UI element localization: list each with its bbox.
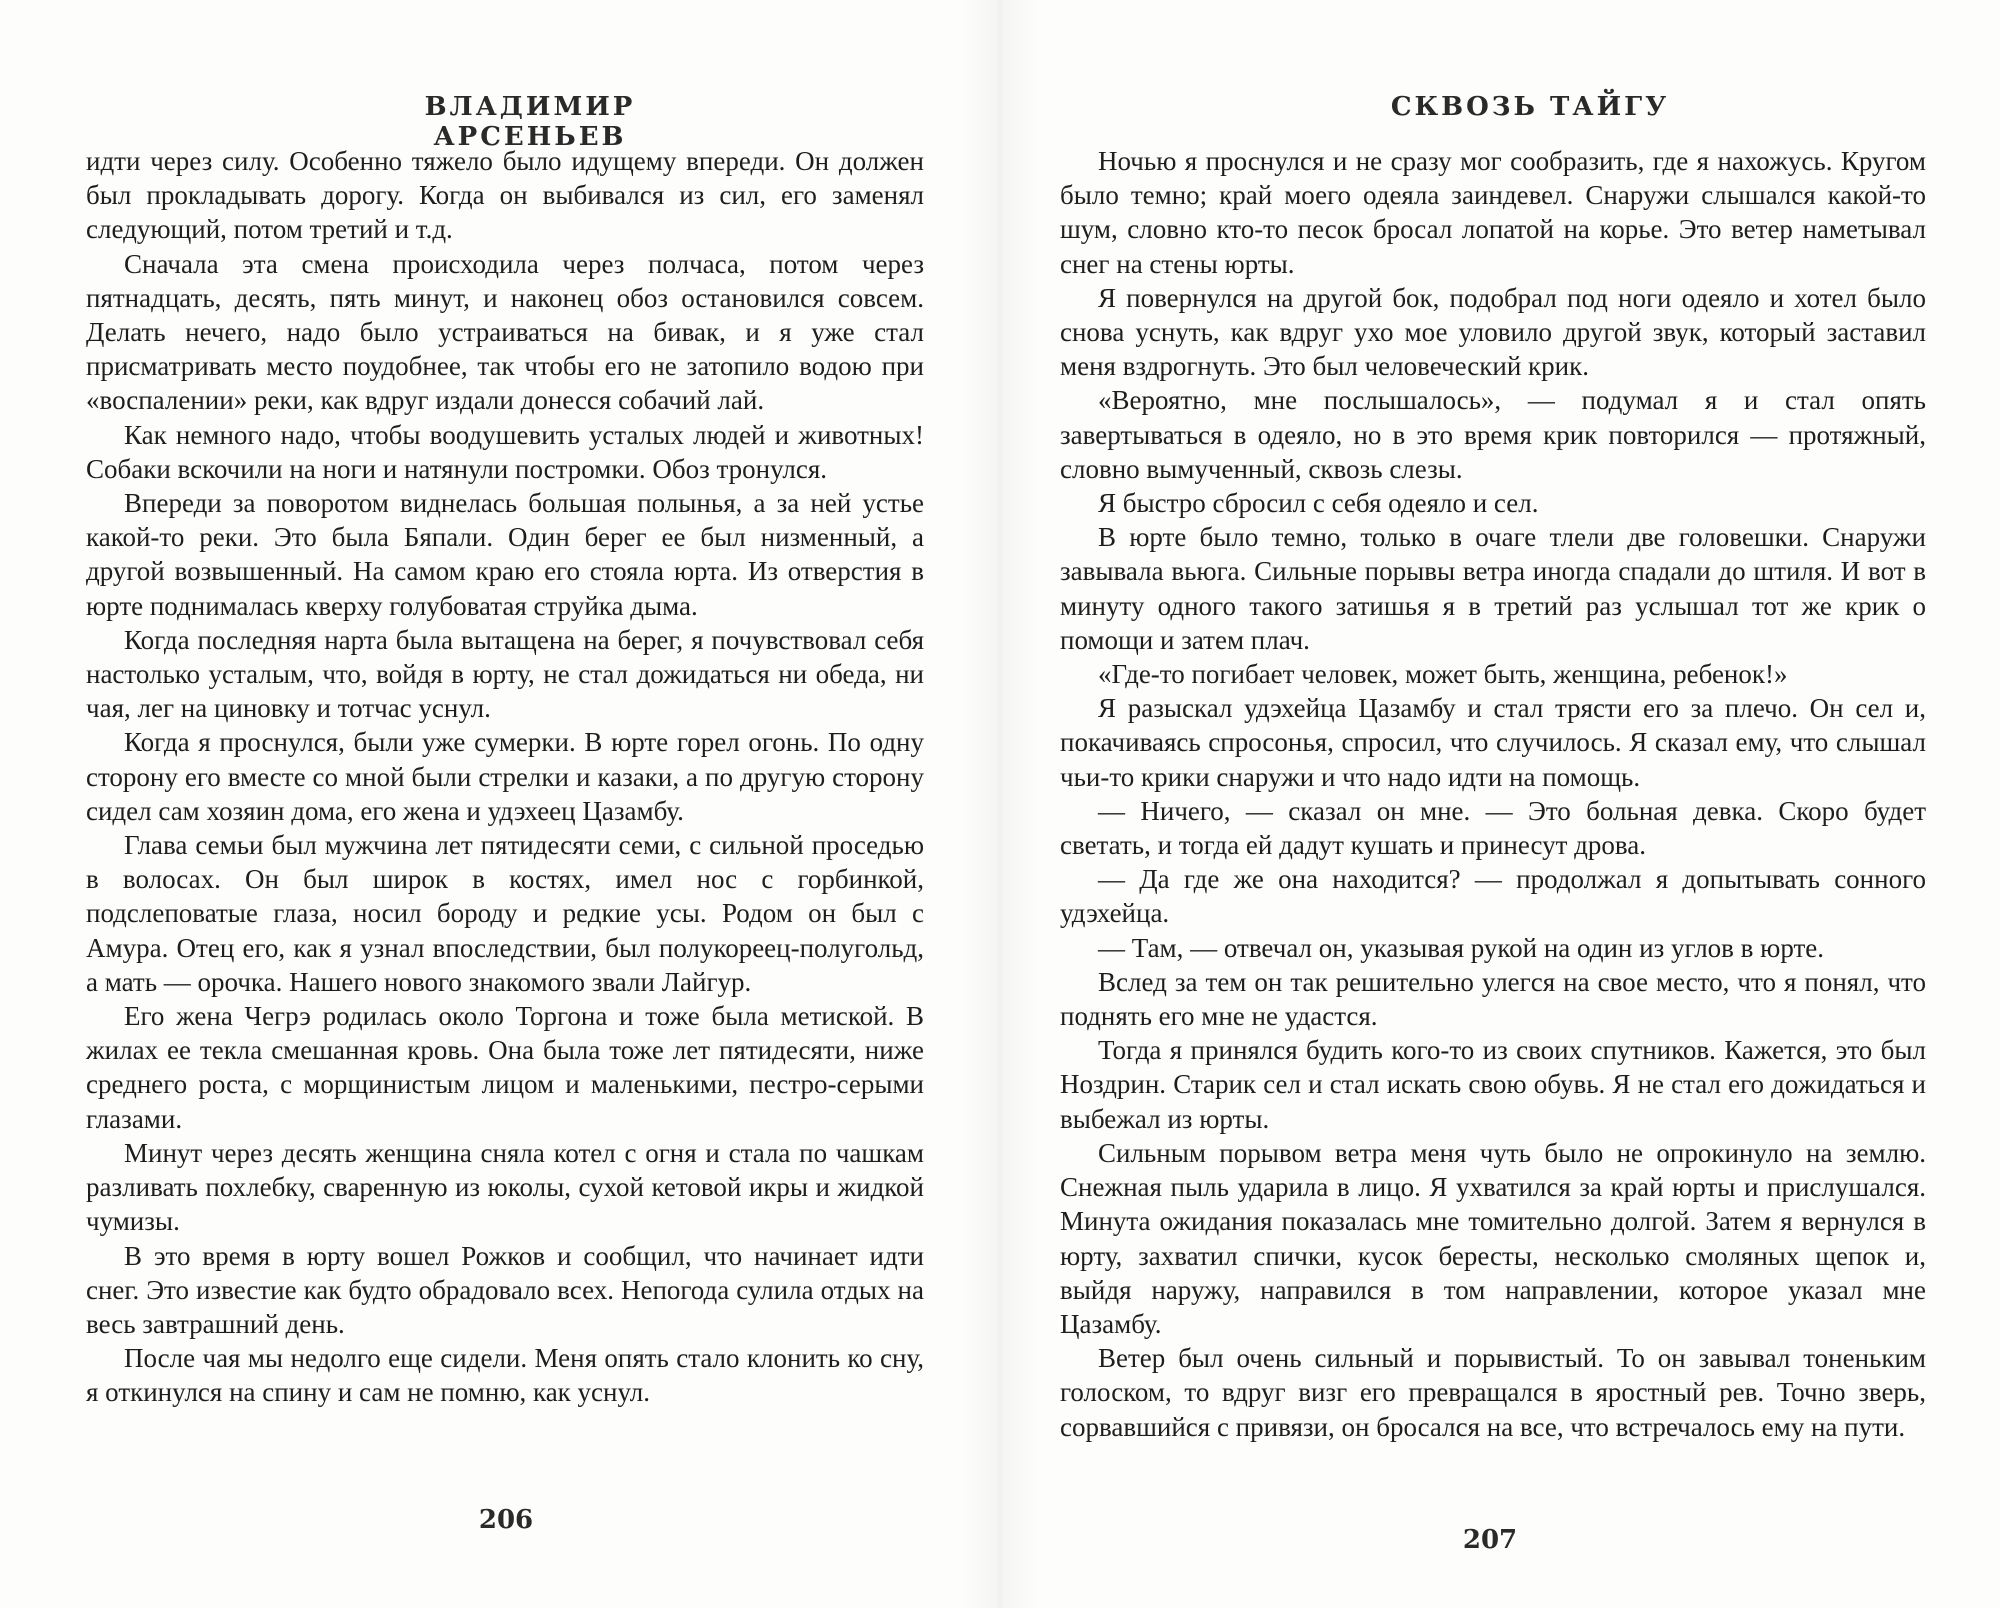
paragraph: В это время в юрту вошел Рожков и сообщил, что начинает идти снег. Это известие как будто обрадовало всех. Непогода сулила отдых на весь завтрашний день.: [86, 1240, 924, 1339]
paragraph: После чая мы недолго еще сидели. Меня опять стало клонить ко сну, я откинулся на спину и сам не помню, как уснул.: [86, 1343, 924, 1408]
paragraph: Вслед за тем он так решительно улегся на свое место, что я понял, что поднять его мне не удастся.: [1060, 966, 1926, 1032]
paragraph: Ветер был очень сильный и порывистый. То он завывал тоненьким голоском, то вдруг визг его превращался в яростный рев. Точно зверь, сорвавшийся с привязи, он бросался на все, что встречалось ему на пути.: [1060, 1343, 1926, 1442]
right-page: [1000, 0, 2000, 1608]
left-page-number: 206: [478, 1505, 534, 1535]
paragraph: Глава семьи был мужчина лет пятидесяти семи, с сильной проседью в волосах. Он был широк в костях, имел нос с горбинкой, подслеповатые глаза, носил бороду и редкие усы. Родом он был с Амура. Отец его, как я узнал впоследствии, был полукореец-полугольд, а мать — орочка. Нашего нового знакомого звали Лайгур.: [86, 830, 924, 997]
paragraph: — Да где же она находится? — продолжал я допытывать сонного удэхейца.: [1060, 864, 1926, 929]
paragraph: — Ничего, — сказал он мне. — Это больная девка. Скоро будет светать, и тогда ей дадут кушать и принесут дрова.: [1060, 795, 1926, 861]
paragraph: — Там, — отвечал он, указывая рукой на один из углов в юрте.: [1098, 932, 1825, 963]
paragraph: Впереди за поворотом виднелась большая полынья, а за ней устье какой-то реки. Это была Бяпали. Один берег ее был низменный, а другой возвышенный. На самом краю его стояла юрта. Из отверстия в юрте поднималась кверху голубоватая струйка дыма.: [86, 488, 924, 621]
paragraph: Когда я проснулся, были уже сумерки. В юрте горел огонь. По одну сторону его вместе со мной были стрелки и казаки, а по другую сторону сидел сам хозяин дома, его жена и удэхеец Цазамбу.: [86, 727, 924, 826]
paragraph: Ночью я проснулся и не сразу мог сообразить, где я нахожусь. Кругом было темно; край моего одеяла заиндевел. Снаружи слышался какой-то шум, словно кто-то песок бросал лопатой на корье. Это ветер наметывал снег на стены юрты.: [1060, 146, 1926, 279]
paragraph: «Вероятно, мне послышалось», — подумал я и стал опять завертываться в одеяло, но в это время крик повторился — протяжный, словно вымученный, сквозь слезы.: [1060, 385, 1926, 484]
paragraph: Его жена Чегрэ родилась около Торгона и тоже была метиской. В жилах ее текла смешанная кровь. Она была тоже лет пятидесяти, ниже среднего роста, с морщинистым лицом и маленькими, пестро-серыми глазами.: [86, 1001, 924, 1134]
paragraph: В юрте было темно, только в очаге тлели две головешки. Снаружи завывала вьюга. Сильные порывы ветра иногда спадали до штиля. И вот в минуту одного такого затишья я в третий раз услышал тот же крик о помощи и затем плач.: [1060, 522, 1926, 655]
paragraph: идти через силу. Особенно тяжело было идущему впереди. Он должен был прокладывать дорогу. Когда он выбивался из сил, его заменял следующий, потом третий и т.д.: [86, 146, 924, 245]
right-running-head: СКВОЗЬ ТАЙГУ: [1390, 92, 1670, 122]
paragraph: Я разыскал удэхейца Цазамбу и стал трясти его за плечо. Он сел и, покачиваясь спросонья, спросил, что случилось. Я сказал ему, что слышал чьи-то крики снаружи и что надо идти на помощь.: [1060, 693, 1926, 792]
paragraph: Как немного надо, чтобы воодушевить усталых людей и животных! Собаки вскочили на ноги и натянули постромки. Обоз тронулся.: [86, 419, 924, 484]
paragraph: Тогда я принялся будить кого-то из своих спутников. Кажется, это был Ноздрин. Старик сел и стал искать свою обувь. Я не стал его дожидаться и выбежал из юрты.: [1060, 1035, 1926, 1134]
right-page-text: [1060, 144, 1926, 1444]
paragraph: Минут через десять женщина сняла котел с огня и стала по чашкам разливать похлебку, сваренную из юколы, сухой кетовой икры и жидкой чумизы.: [86, 1137, 924, 1237]
paragraph: «Где-то погибает человек, может быть, женщина, ребенок!»: [1098, 659, 1788, 690]
paragraph: Я быстро сбросил с себя одеяло и сел.: [1098, 488, 1539, 519]
left-page-text: [86, 144, 924, 1410]
left-running-head: ВЛАДИМИР АРСЕНЬЕВ: [424, 92, 636, 152]
right-page-number: 207: [1462, 1525, 1518, 1555]
paragraph: Сначала эта смена происходила через полчаса, потом через пятнадцать, десять, пять минут, и наконец обоз остановился совсем. Делать нечего, надо было устраиваться на бивак, и я уже стал присматривать место поудобнее, так чтобы его не затопило водою при «воспалении» реки, как вдруг издали донесся собачий лай.: [86, 248, 924, 416]
paragraph: Я повернулся на другой бок, подобрал под ноги одеяло и хотел было снова уснуть, как вдруг ухо мое уловило другой звук, который заставил меня вздрогнуть. Это был человеческий крик.: [1060, 282, 1926, 382]
paragraph: Сильным порывом ветра меня чуть было не опрокинуло на землю. Снежная пыль ударила в лицо. Я ухватился за край юрты и прислушался. Минута ожидания показалась мне томительно долгой. Затем я вернулся в юрту, захватил спички, кусок бересты, несколько смоляных щепок и, выйдя наружу, направился в том направлении, которое указал мне Цазамбу.: [1060, 1137, 1926, 1339]
paragraph: Когда последняя нарта была вытащена на берег, я почувствовал себя настолько усталым, что, войдя в юрту, не стал дожидаться ни обеда, ни чая, лег на циновку и тотчас уснул.: [86, 624, 924, 724]
